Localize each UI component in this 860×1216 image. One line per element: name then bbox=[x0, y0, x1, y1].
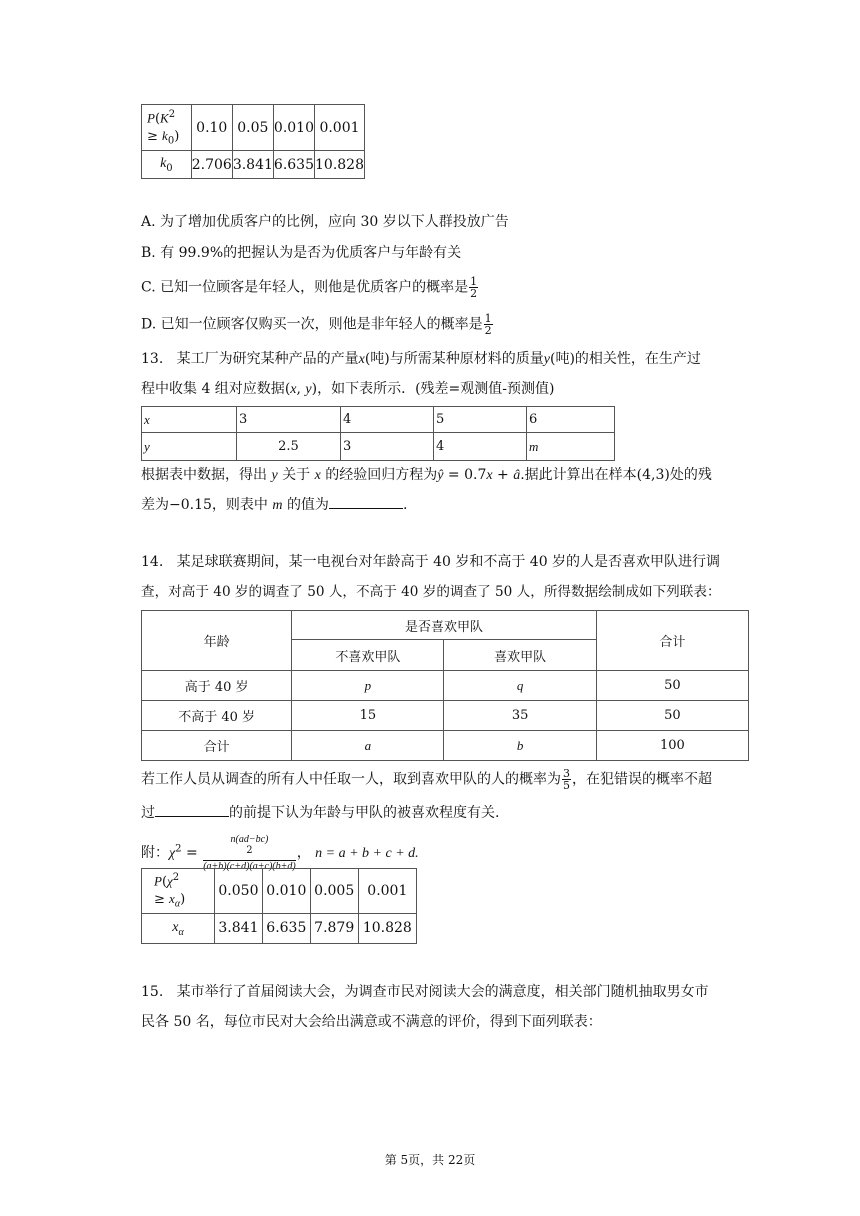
x-alpha-label: $x_\alpha$ bbox=[142, 913, 215, 943]
table-cell: 35 bbox=[444, 701, 596, 731]
table-cell: 50 bbox=[596, 671, 748, 701]
option-d: D. 已知一位顾客仅购买一次，则他是非年轻人的概率是 $\frac{1}{2}$ bbox=[141, 312, 492, 337]
chi-value-cell: 3.841 bbox=[215, 913, 263, 943]
q15-line2: 民各 50 名，每位市民对大会给出满意或不满意的评价，得到下面列联表： bbox=[141, 1014, 602, 1030]
q13-line4: 差为−0.15，则表中 m 的值为 . bbox=[141, 494, 751, 516]
q14-contingency-table bbox=[141, 610, 749, 761]
table-cell: b bbox=[444, 731, 596, 761]
chi-header-cell: 0.005 bbox=[310, 869, 358, 914]
answer-blank[interactable] bbox=[155, 802, 229, 817]
k2-header-cell: 0.10 bbox=[191, 105, 232, 151]
q13-cell: m bbox=[527, 433, 615, 461]
q14-line1: 14. 某足球联赛期间，某一电视台对年龄高于 40 岁和不高于 40 岁的人是否喜欢甲队进行调 bbox=[141, 554, 721, 570]
header-like: 是否喜欢甲队 bbox=[292, 611, 596, 640]
q13-cell: 4 bbox=[341, 407, 434, 433]
option-c: C. 已知一位顾客是年轻人，则他是优质客户的概率是 $\frac{1}{2}$ bbox=[141, 275, 478, 300]
chi-value-cell: 7.879 bbox=[310, 913, 358, 943]
page-footer: 第 5页，共 22页 bbox=[384, 1153, 476, 1167]
chi-square-formula: n(ad−bc) $^2$ (a+b)(c+d)(a+c)(b+d) bbox=[203, 834, 296, 873]
q13-cell: 3 bbox=[341, 433, 434, 461]
k2-value-cell: 6.635 bbox=[273, 151, 314, 179]
question-number: 15. bbox=[141, 984, 164, 1000]
header-likes: 喜欢甲队 bbox=[444, 640, 596, 671]
table-cell: 100 bbox=[596, 731, 748, 761]
q13-cell: 6 bbox=[527, 407, 615, 433]
k2-value-cell: 10.828 bbox=[315, 151, 365, 179]
question-number: 13. bbox=[141, 351, 164, 367]
table-cell: q bbox=[444, 671, 596, 701]
q14-line2: 查，对高于 40 岁的调查了 50 人，不高于 40 岁的调查了 50 人，所得数据绘制成如下列联表： bbox=[141, 584, 721, 600]
table-cell: 15 bbox=[292, 701, 444, 731]
chi-critical-table bbox=[141, 868, 417, 944]
k2-critical-table bbox=[141, 104, 365, 179]
chi-header-cell: 0.010 bbox=[262, 869, 310, 914]
header-dislike: 不喜欢甲队 bbox=[292, 640, 444, 671]
chi-header-cell: 0.001 bbox=[358, 869, 416, 914]
answer-blank[interactable] bbox=[329, 494, 403, 509]
chi-value-cell: 6.635 bbox=[262, 913, 310, 943]
q13-cell: x bbox=[142, 407, 237, 433]
table-cell: 50 bbox=[596, 701, 748, 731]
header-total: 合计 bbox=[596, 611, 748, 671]
q13-data-table bbox=[141, 406, 615, 461]
q13-line3: 根据表中数据，得出 y 关于 x 的经验回归方程为ŷ = 0.7x + â.据此计算出在样本(4,3)处的残 bbox=[141, 467, 712, 483]
k2-value-cell: 2.706 bbox=[191, 151, 232, 179]
row-label: 合计 bbox=[142, 731, 292, 761]
q14-line3: 若工作人员从调查的所有人中任取一人，取到喜欢甲队的人的概率为 $\frac{3}{5}$ ，在犯错误的概率不超 bbox=[141, 767, 712, 792]
chi-value-cell: 10.828 bbox=[358, 913, 416, 943]
row-label: 高于 40 岁 bbox=[142, 671, 292, 701]
option-a: A. 为了增加优质客户的比例，应向 30 岁以下人群投放广告 bbox=[141, 214, 509, 230]
k2-header-cell: 0.05 bbox=[232, 105, 273, 151]
q14-line4: 过 的前提下认为年龄与甲队的被喜欢程度有关. bbox=[141, 802, 751, 823]
chi-header-cell: 0.050 bbox=[215, 869, 263, 914]
table-cell: p bbox=[292, 671, 444, 701]
q13-cell: 4 bbox=[434, 433, 527, 461]
k2-header-cell: 0.001 bbox=[315, 105, 365, 151]
question-number: 14. bbox=[141, 554, 164, 570]
k0-label: $k_0$ bbox=[142, 151, 192, 179]
q13-cell: 5 bbox=[434, 407, 527, 433]
fraction: $\frac{1}{2}$ bbox=[470, 275, 478, 300]
q13-cell: 2.5 bbox=[237, 433, 341, 461]
table-cell: a bbox=[292, 731, 444, 761]
k2-value-cell: 3.841 bbox=[232, 151, 273, 179]
option-b: B. 有 99.9%的把握认为是否为优质客户与年龄有关 bbox=[141, 245, 462, 261]
q15-line1: 15. 某市举行了首届阅读大会，为调查市民对阅读大会的满意度，相关部门随机抽取男女市 bbox=[141, 984, 709, 1000]
k2-header-cell: 0.010 bbox=[273, 105, 314, 151]
q13-line2: 程中收集 4 组对应数据(x, y)，如下表所示．(残差=观测值-预测值) bbox=[141, 381, 555, 397]
fraction: $\frac{1}{2}$ bbox=[484, 312, 492, 337]
k2-prob-label: $P(K^2$ ≥ $k_0$) bbox=[142, 105, 192, 151]
q13-cell: 3 bbox=[237, 407, 341, 433]
q13-cell: y bbox=[142, 433, 237, 461]
q14-formula: 附：$\chi^2$ = n(ad−bc) $^2$ (a+b)(c+d)(a+c)(b+d) ， n = a + b + c + d. bbox=[141, 834, 419, 873]
row-label: 不高于 40 岁 bbox=[142, 701, 292, 731]
header-age: 年龄 bbox=[142, 611, 292, 671]
fraction: $\frac{3}{5}$ bbox=[563, 767, 570, 792]
q13-line1: 13. 某工厂为研究某种产品的产量x(吨)与所需某种原材料的质量y(吨)的相关性，在生产过 bbox=[141, 351, 701, 367]
chi-prob-label: $P(\chi^2$ ≥ $x_\alpha$) bbox=[142, 869, 215, 914]
